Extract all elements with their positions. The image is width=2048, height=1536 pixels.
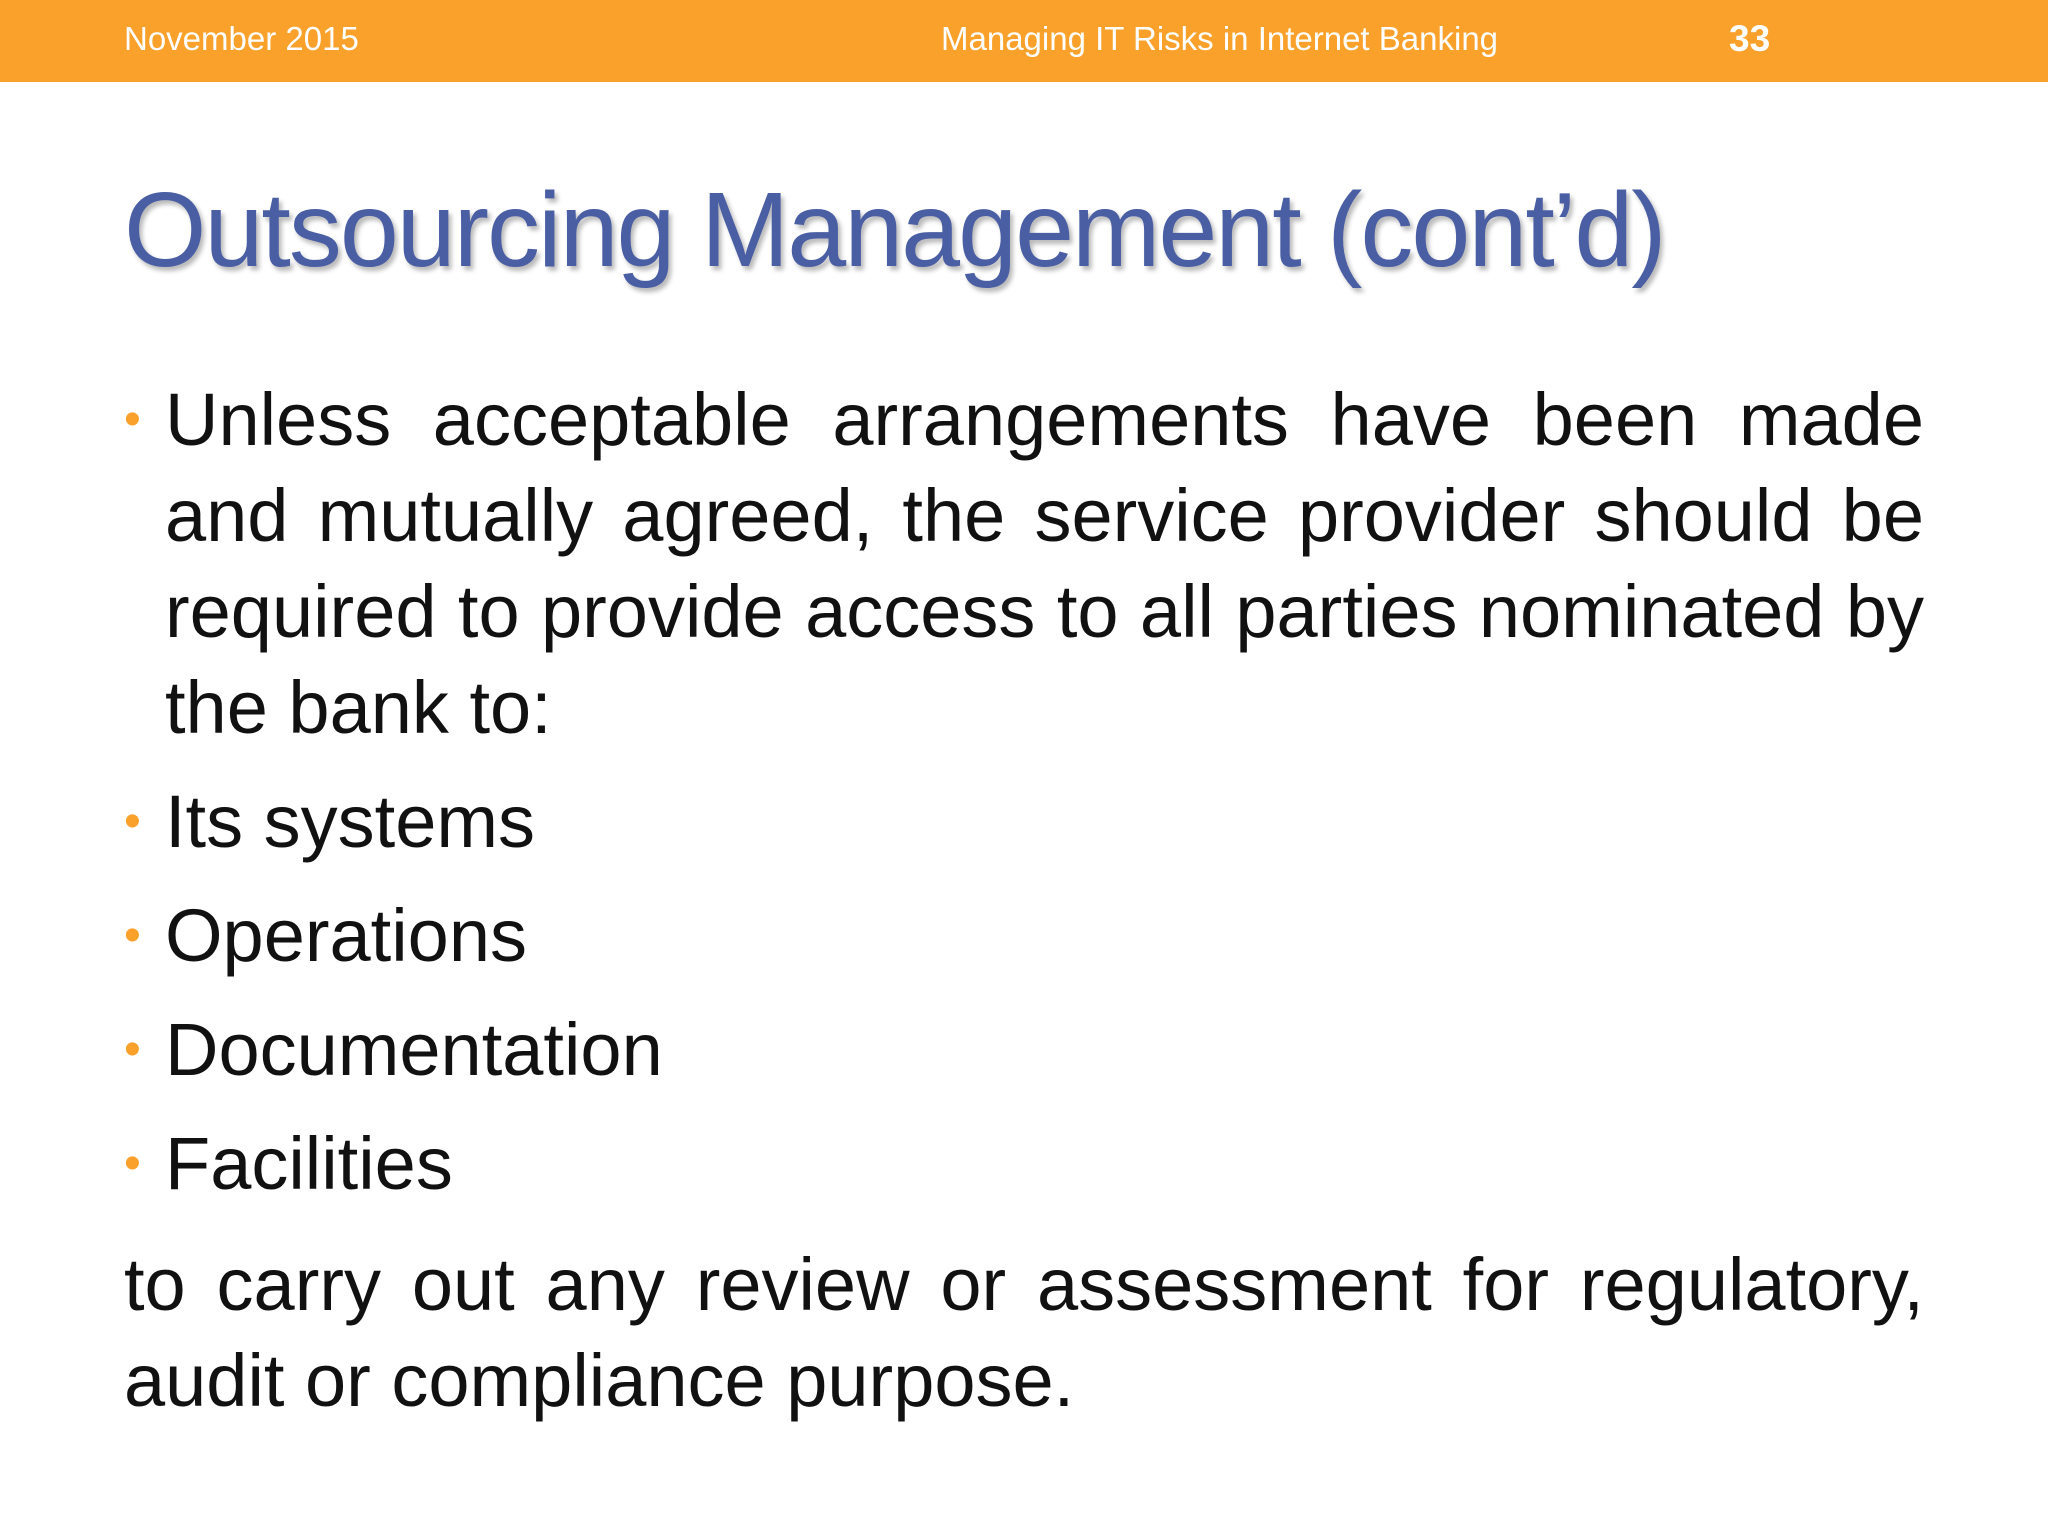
- bullet-text: Facilities: [165, 1122, 453, 1205]
- slide-title: Outsourcing Management (cont’d): [124, 171, 1665, 289]
- bullet-dot-icon: •: [124, 393, 141, 446]
- bullet-text: Unless acceptable arrangements have been made and mutually agreed, the service provider should be required to provide access to all parties nominated by the bank to:: [165, 378, 1924, 749]
- bullet-list: [124, 372, 1924, 1230]
- bullet-text: Documentation: [165, 1008, 663, 1091]
- header-title: Managing IT Risks in Internet Banking: [941, 20, 1499, 57]
- bullet-dot-icon: •: [124, 795, 141, 848]
- bullet-text: Operations: [165, 894, 527, 977]
- bullet-item: [124, 888, 1924, 984]
- bullet-text: Its systems: [165, 780, 536, 863]
- bullet-dot-icon: •: [124, 1137, 141, 1190]
- bullet-dot-icon: •: [124, 909, 141, 962]
- bullet-item: [124, 1116, 1924, 1212]
- bullet-item: [124, 372, 1924, 756]
- bullet-item: [124, 774, 1924, 870]
- header-date: November 2015: [124, 20, 359, 57]
- page-number: 33: [1729, 18, 1771, 59]
- header-bar: [0, 0, 2048, 82]
- bullet-item: [124, 1002, 1924, 1098]
- closing-paragraph: to carry out any review or assessment for regulatory, audit or compliance purpose.: [124, 1243, 1924, 1422]
- bullet-dot-icon: •: [124, 1023, 141, 1076]
